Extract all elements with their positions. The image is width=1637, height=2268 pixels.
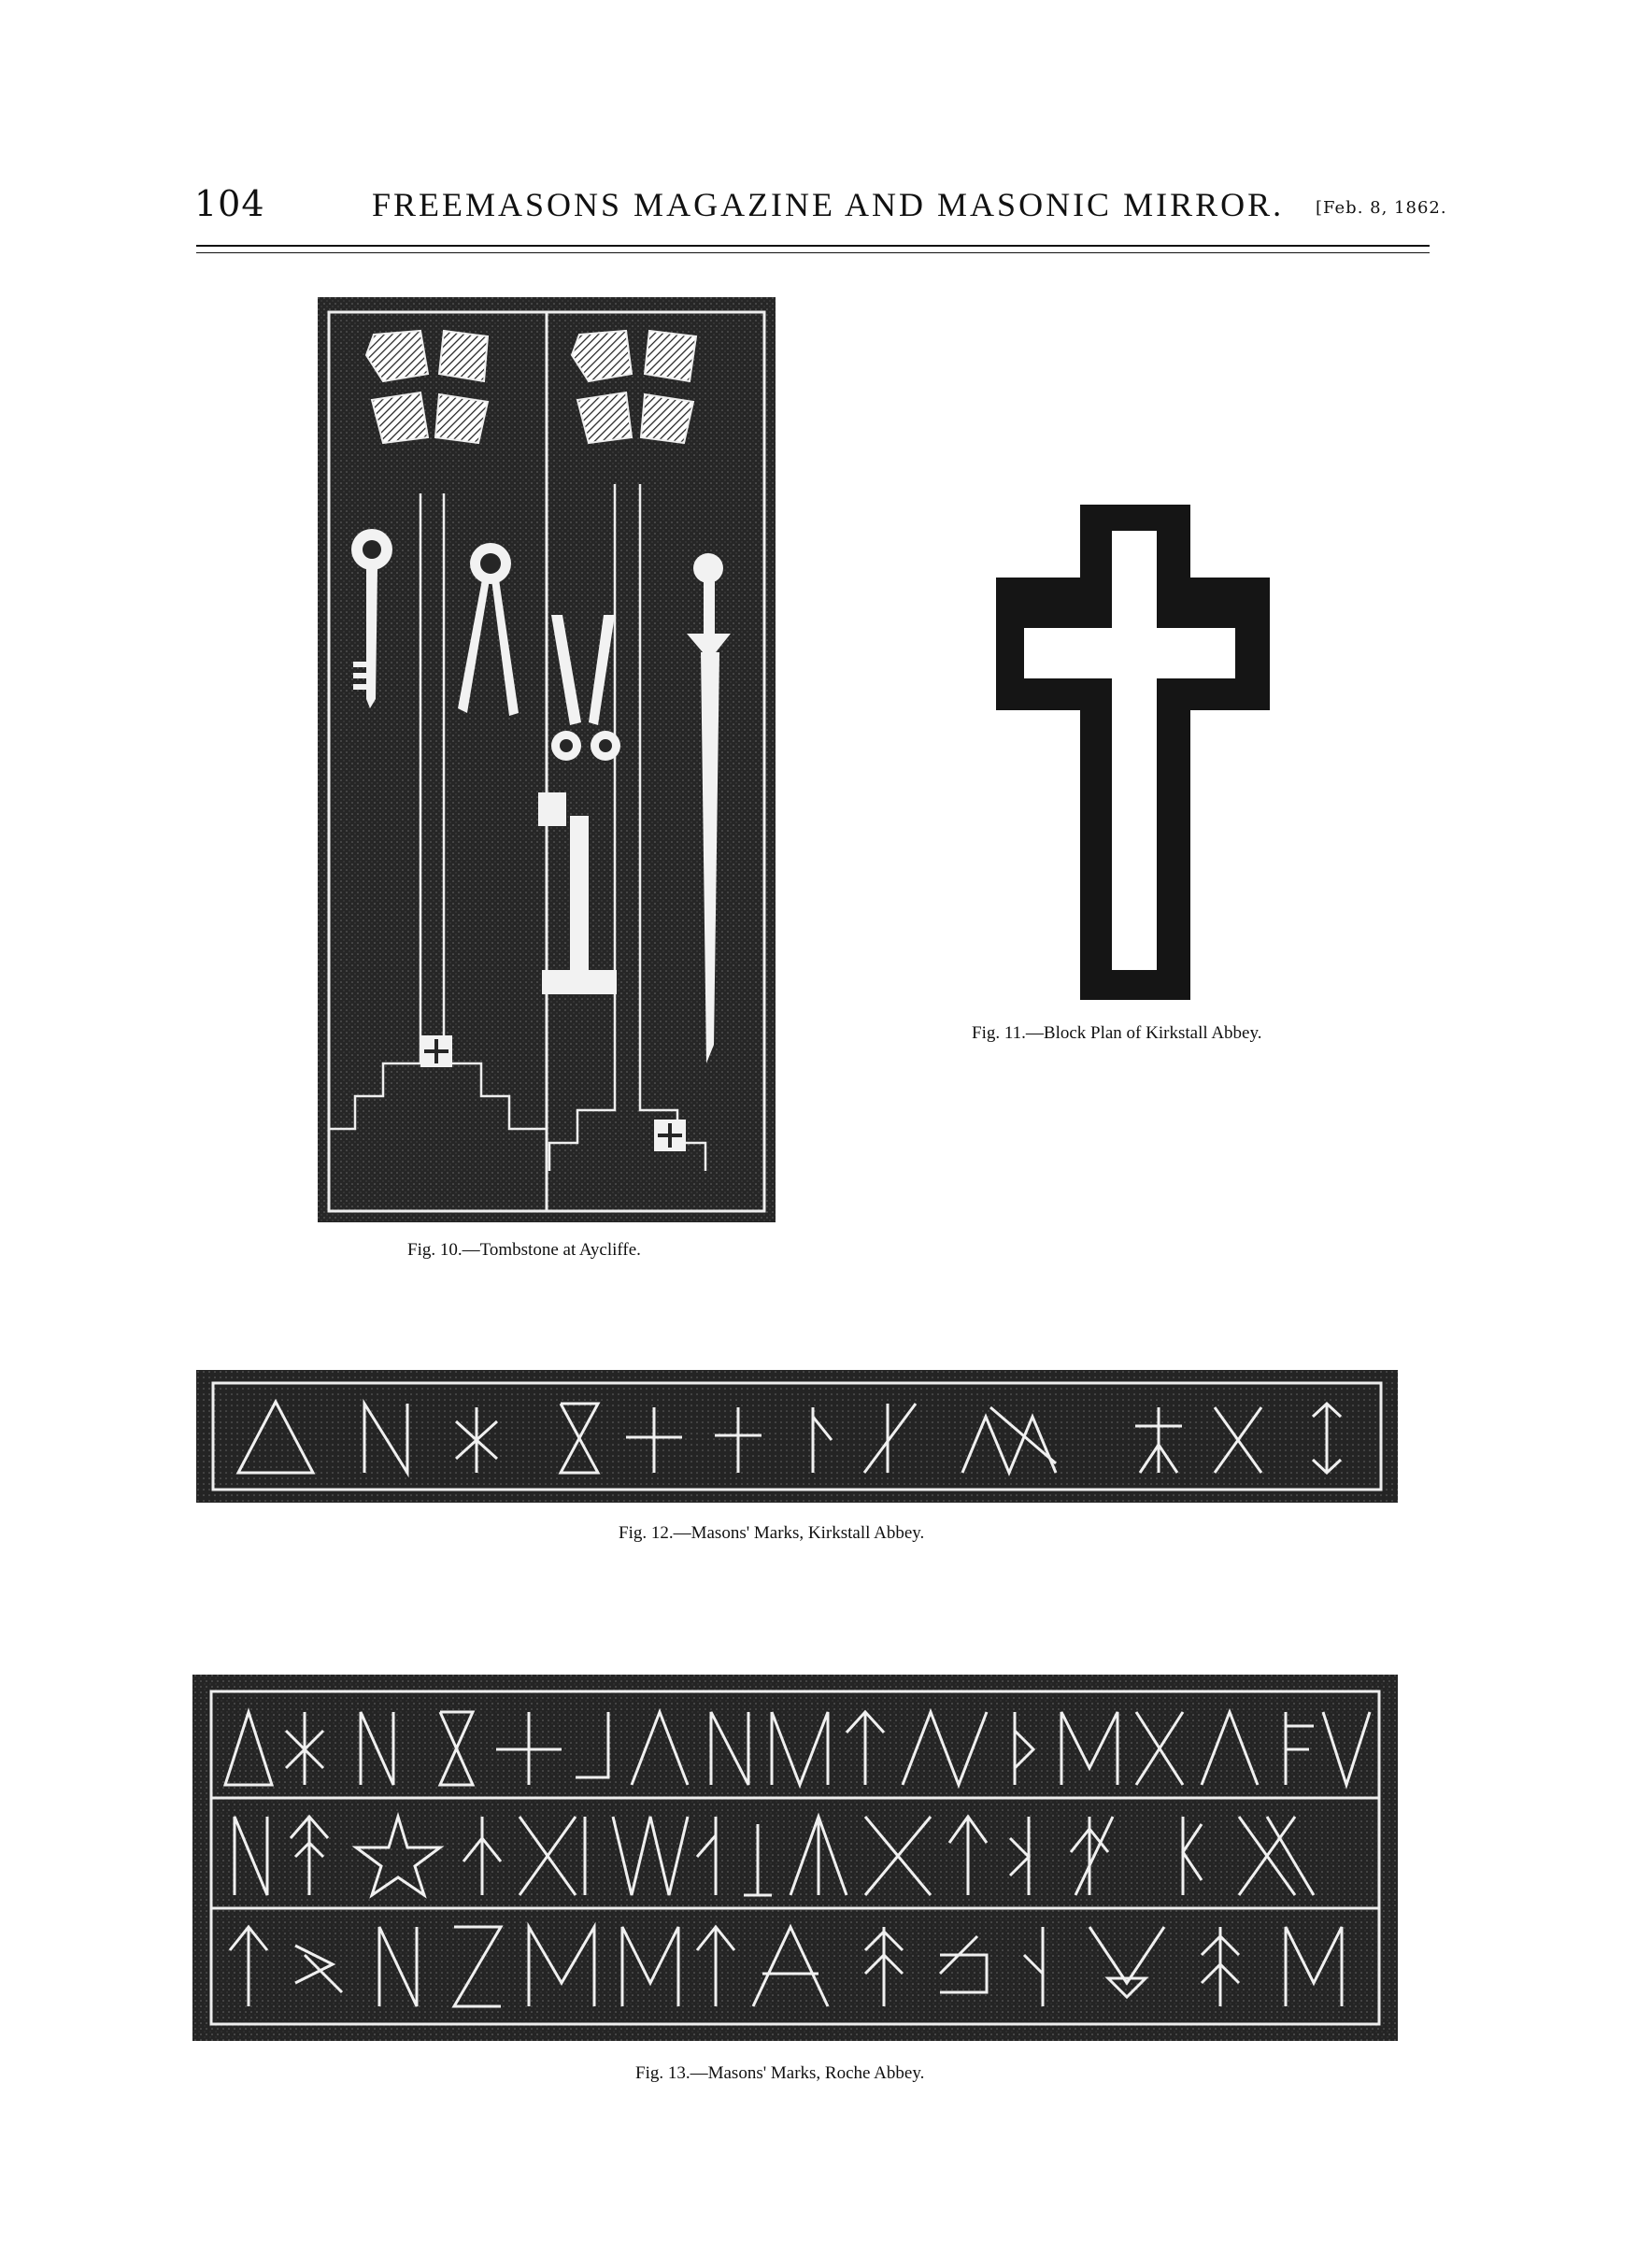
kirkstall-block-plan bbox=[996, 505, 1276, 1000]
page-number: 104 bbox=[194, 183, 265, 224]
fig10-caption: Fig. 10.—Tombstone at Aycliffe. bbox=[407, 1240, 641, 1260]
magazine-title: FREEMASONS MAGAZINE AND MASONIC MIRROR. bbox=[372, 186, 1285, 223]
header-rule-top bbox=[196, 245, 1430, 247]
tombstone-illustration bbox=[318, 297, 776, 1222]
issue-date: [Feb. 8, 1862. bbox=[1316, 198, 1447, 218]
fig12-caption: Fig. 12.—Masons' Marks, Kirkstall Abbey. bbox=[619, 1523, 925, 1543]
fig13-caption: Fig. 13.—Masons' Marks, Roche Abbey. bbox=[635, 2063, 925, 2083]
roche-masons-marks bbox=[192, 1675, 1398, 2041]
header-rule-bottom bbox=[196, 252, 1430, 253]
fig11-caption: Fig. 11.—Block Plan of Kirkstall Abbey. bbox=[972, 1023, 1262, 1043]
kirkstall-masons-marks bbox=[196, 1370, 1398, 1503]
